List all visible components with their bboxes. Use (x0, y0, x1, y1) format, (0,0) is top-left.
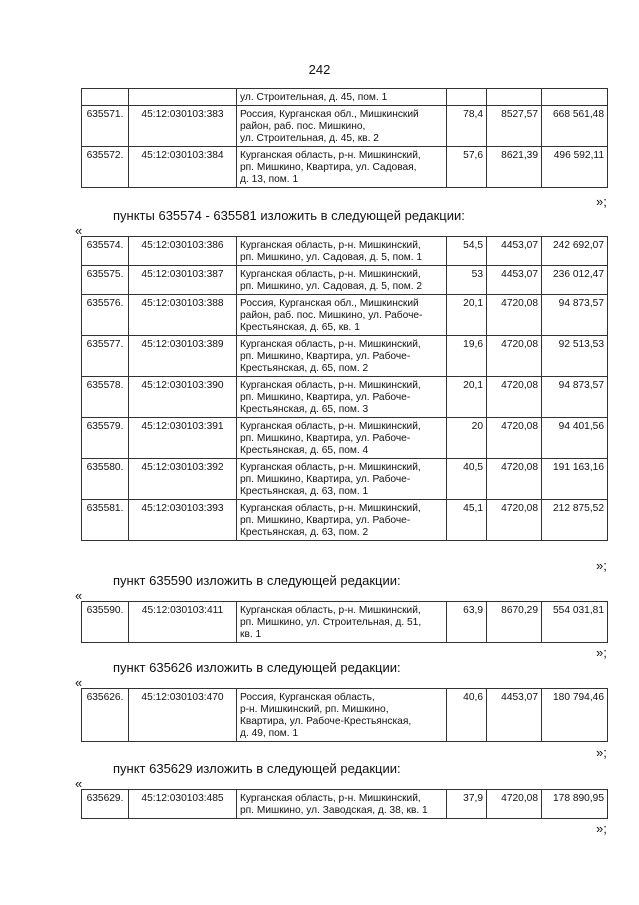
area-cell: 37,9 (447, 790, 487, 819)
address-line: Курганская область, р-н. Мишкинский, (240, 793, 421, 804)
cadastral-number-cell: 45:12:030103:387 (129, 266, 237, 295)
unit-price-cell (487, 89, 542, 106)
address-line: Крестьянская, д. 65, пом. 3 (240, 404, 369, 415)
address-cell (237, 689, 447, 742)
unit-price-cell: 4720,08 (487, 418, 542, 459)
address-line: Курганская область, р-н. Мишкинский, (240, 605, 421, 616)
address-line: Крестьянская, д. 63, пом. 2 (240, 527, 369, 538)
address-cell (237, 790, 447, 819)
address-line: Курганская область, р-н. Мишкинский, (240, 150, 421, 161)
item-number-cell: 635579. (82, 418, 129, 459)
table-row (82, 147, 608, 188)
unit-price-cell: 8621,39 (487, 147, 542, 188)
area-cell: 19,6 (447, 336, 487, 377)
item-number-cell: 635578. (82, 377, 129, 418)
address-line: рп. Мишкино, Квартира, ул. Рабоче- (240, 392, 411, 403)
area-cell: 20 (447, 418, 487, 459)
cadastral-value-cell: 178 890,95 (542, 790, 608, 819)
registry-table-section-4 (81, 789, 608, 819)
address-line: кв. 1 (240, 629, 262, 640)
closing-quote: »; (596, 558, 607, 573)
unit-price-cell: 4720,08 (487, 790, 542, 819)
unit-price-cell: 4720,08 (487, 459, 542, 500)
address-line: Крестьянская, д. 65, пом. 4 (240, 445, 369, 456)
unit-price-cell: 8527,57 (487, 106, 542, 147)
opening-quote: « (75, 223, 83, 238)
address-line: Россия, Курганская обл., Мишкинский (240, 109, 419, 120)
cadastral-value-cell: 180 794,46 (542, 689, 608, 742)
cadastral-number-cell: 45:12:030103:386 (129, 237, 237, 266)
cadastral-number-cell: 45:12:030103:470 (129, 689, 237, 742)
address-cell (237, 89, 447, 106)
cadastral-number-cell: 45:12:030103:384 (129, 147, 237, 188)
unit-price-cell: 4453,07 (487, 689, 542, 742)
area-cell: 53 (447, 266, 487, 295)
address-cell (237, 266, 447, 295)
address-line: ул. Строительная, д. 45, кв. 2 (240, 133, 379, 144)
table-row (82, 266, 608, 295)
area-cell: 63,9 (447, 602, 487, 643)
table-row (82, 418, 608, 459)
item-number-cell: 635575. (82, 266, 129, 295)
table-row (82, 459, 608, 500)
cadastral-number-cell: 45:12:030103:390 (129, 377, 237, 418)
address-cell (237, 602, 447, 643)
address-line: д. 49, пом. 1 (240, 728, 299, 739)
cadastral-value-cell: 212 875,52 (542, 500, 608, 541)
address-line: рп. Мишкино, Квартира, ул. Рабоче- (240, 515, 411, 526)
address-line: р-н. Мишкинский, рп. Мишкино, (240, 704, 389, 715)
area-cell: 20,1 (447, 377, 487, 418)
cadastral-number-cell: 45:12:030103:389 (129, 336, 237, 377)
address-line: Курганская область, р-н. Мишкинский, (240, 380, 421, 391)
address-line: район, раб. пос. Мишкино, ул. Рабоче- (240, 310, 423, 321)
address-line: Крестьянская, д. 63, пом. 1 (240, 486, 369, 497)
item-number-cell: 635574. (82, 237, 129, 266)
cadastral-number-cell: 45:12:030103:391 (129, 418, 237, 459)
address-cell (237, 237, 447, 266)
item-number-cell (82, 89, 129, 106)
table-row (82, 89, 608, 106)
area-cell: 54,5 (447, 237, 487, 266)
closing-quote: »; (596, 194, 607, 209)
item-number-cell: 635629. (82, 790, 129, 819)
unit-price-cell: 4720,08 (487, 336, 542, 377)
address-line: Курганская область, р-н. Мишкинский, (240, 421, 421, 432)
address-line: Россия, Курганская область, (240, 692, 375, 703)
item-number-cell: 635580. (82, 459, 129, 500)
unit-price-cell: 4453,07 (487, 237, 542, 266)
address-line: рп. Мишкино, Квартира, ул. Рабоче- (240, 433, 411, 444)
item-number-cell: 635576. (82, 295, 129, 336)
address-line: рп. Мишкино, ул. Строительная, д. 51, (240, 617, 422, 628)
table-row (82, 377, 608, 418)
table-row (82, 790, 608, 819)
table-row (82, 295, 608, 336)
table-row (82, 106, 608, 147)
address-line: Курганская область, р-н. Мишкинский, (240, 240, 421, 251)
registry-table-top (81, 88, 608, 188)
address-line: Курганская область, р-н. Мишкинский, (240, 269, 421, 280)
address-line: Крестьянская, д. 65, кв. 1 (240, 322, 360, 333)
address-cell (237, 500, 447, 541)
area-cell: 20,1 (447, 295, 487, 336)
cadastral-value-cell: 668 561,48 (542, 106, 608, 147)
page-number: 242 (308, 62, 331, 77)
registry-table-section-1 (81, 236, 608, 541)
address-line: д. 13, пом. 1 (240, 174, 299, 185)
registry-table-section-2 (81, 601, 608, 643)
area-cell: 78,4 (447, 106, 487, 147)
address-line: Курганская область, р-н. Мишкинский, (240, 462, 421, 473)
table-row (82, 336, 608, 377)
address-line: Курганская область, р-н. Мишкинский, (240, 339, 421, 350)
address-cell (237, 459, 447, 500)
address-line: рп. Мишкино, ул. Садовая, д. 5, пом. 2 (240, 281, 423, 292)
cadastral-value-cell: 92 513,53 (542, 336, 608, 377)
cadastral-value-cell: 94 873,57 (542, 377, 608, 418)
item-number-cell: 635577. (82, 336, 129, 377)
address-cell (237, 336, 447, 377)
cadastral-value-cell (542, 89, 608, 106)
cadastral-number-cell (129, 89, 237, 106)
address-line: Курганская область, р-н. Мишкинский, (240, 503, 421, 514)
cadastral-number-cell: 45:12:030103:393 (129, 500, 237, 541)
cadastral-number-cell: 45:12:030103:485 (129, 790, 237, 819)
unit-price-cell: 4720,08 (487, 377, 542, 418)
address-cell (237, 295, 447, 336)
address-line: ул. Строительная, д. 45, пом. 1 (240, 92, 388, 103)
unit-price-cell: 4720,08 (487, 500, 542, 541)
table-row (82, 500, 608, 541)
address-line: рп. Мишкино, Квартира, ул. Рабоче- (240, 351, 411, 362)
cadastral-number-cell: 45:12:030103:383 (129, 106, 237, 147)
area-cell: 40,5 (447, 459, 487, 500)
address-line: рп. Мишкино, ул. Садовая, д. 5, пом. 1 (240, 252, 423, 263)
item-number-cell: 635590. (82, 602, 129, 643)
amendment-heading: пункты 635574 - 635581 изложить в следующей редакции: (113, 208, 465, 223)
opening-quote: « (75, 588, 83, 603)
cadastral-value-cell: 94 401,56 (542, 418, 608, 459)
address-line: Крестьянская, д. 65, пом. 2 (240, 363, 369, 374)
address-line: Квартира, ул. Рабоче-Крестьянская, (240, 716, 412, 727)
item-number-cell: 635581. (82, 500, 129, 541)
cadastral-value-cell: 236 012,47 (542, 266, 608, 295)
cadastral-value-cell: 94 873,57 (542, 295, 608, 336)
amendment-heading: пункт 635629 изложить в следующей редакции: (113, 761, 401, 776)
cadastral-number-cell: 45:12:030103:388 (129, 295, 237, 336)
address-line: рп. Мишкино, Квартира, ул. Рабоче- (240, 474, 411, 485)
item-number-cell: 635572. (82, 147, 129, 188)
area-cell: 45,1 (447, 500, 487, 541)
item-number-cell: 635626. (82, 689, 129, 742)
address-line: рп. Мишкино, ул. Заводская, д. 38, кв. 1 (240, 805, 428, 816)
table-row (82, 602, 608, 643)
address-line: Россия, Курганская обл., Мишкинский (240, 298, 419, 309)
unit-price-cell: 8670,29 (487, 602, 542, 643)
item-number-cell: 635571. (82, 106, 129, 147)
cadastral-value-cell: 496 592,11 (542, 147, 608, 188)
address-cell (237, 147, 447, 188)
address-line: рп. Мишкино, Квартира, ул. Садовая, (240, 162, 417, 173)
registry-table-section-3 (81, 688, 608, 742)
amendment-heading: пункт 635626 изложить в следующей редакции: (113, 660, 401, 675)
amendment-heading: пункт 635590 изложить в следующей редакции: (113, 573, 401, 588)
closing-quote: »; (596, 821, 607, 836)
cadastral-number-cell: 45:12:030103:392 (129, 459, 237, 500)
area-cell: 40,6 (447, 689, 487, 742)
table-row (82, 237, 608, 266)
table-row (82, 689, 608, 742)
address-cell (237, 377, 447, 418)
area-cell: 57,6 (447, 147, 487, 188)
address-cell (237, 418, 447, 459)
cadastral-value-cell: 191 163,16 (542, 459, 608, 500)
unit-price-cell: 4720,08 (487, 295, 542, 336)
area-cell (447, 89, 487, 106)
closing-quote: »; (596, 645, 607, 660)
opening-quote: « (75, 675, 83, 690)
opening-quote: « (75, 776, 83, 791)
cadastral-value-cell: 242 692,07 (542, 237, 608, 266)
cadastral-number-cell: 45:12:030103:411 (129, 602, 237, 643)
address-cell (237, 106, 447, 147)
unit-price-cell: 4453,07 (487, 266, 542, 295)
cadastral-value-cell: 554 031,81 (542, 602, 608, 643)
address-line: район, раб. пос. Мишкино, (240, 121, 366, 132)
closing-quote: »; (596, 745, 607, 760)
